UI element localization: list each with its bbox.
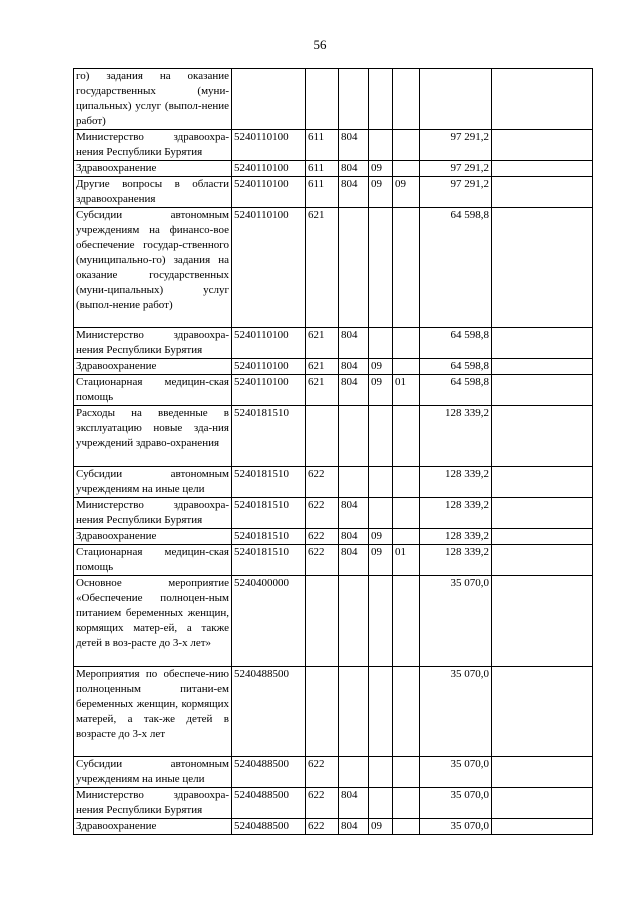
row-ministry-code-cell bbox=[339, 576, 369, 667]
row-target-article-cell: 5240110100 bbox=[232, 161, 306, 177]
row-empty-cell bbox=[492, 130, 593, 161]
row-amount-cell bbox=[420, 69, 492, 130]
row-empty-cell bbox=[492, 576, 593, 667]
table-body bbox=[74, 69, 593, 835]
row-ministry-code-cell: 804 bbox=[339, 328, 369, 359]
row-name-cell: Субсидии автономным учреждениям на иные цели bbox=[74, 467, 232, 498]
row-expense-type-cell bbox=[306, 576, 339, 667]
row-target-article-cell: 5240400000 bbox=[232, 576, 306, 667]
row-ministry-code-cell: 804 bbox=[339, 788, 369, 819]
row-section-cell bbox=[369, 328, 393, 359]
row-amount-cell: 97 291,2 bbox=[420, 130, 492, 161]
row-target-article-cell: 5240181510 bbox=[232, 406, 306, 467]
row-ministry-code-cell bbox=[339, 208, 369, 328]
row-amount-cell: 97 291,2 bbox=[420, 177, 492, 208]
row-expense-type-cell: 622 bbox=[306, 819, 339, 835]
table-row bbox=[74, 576, 593, 667]
row-empty-cell bbox=[492, 161, 593, 177]
row-target-article-cell: 5240181510 bbox=[232, 545, 306, 576]
page-number: 56 bbox=[313, 37, 327, 52]
row-amount-cell: 35 070,0 bbox=[420, 788, 492, 819]
row-subsection-cell bbox=[393, 819, 420, 835]
row-section-cell: 09 bbox=[369, 529, 393, 545]
row-ministry-code-cell: 804 bbox=[339, 375, 369, 406]
table-row bbox=[74, 130, 593, 161]
table-row bbox=[74, 161, 593, 177]
row-section-cell: 09 bbox=[369, 375, 393, 406]
table-row bbox=[74, 667, 593, 757]
row-target-article-cell: 5240488500 bbox=[232, 788, 306, 819]
row-name-cell: Министерство здравоохра-нения Республики Бурятия bbox=[74, 498, 232, 529]
row-name-cell: Мероприятия по обеспече-нию полноценным питани-ем беременных женщин, кормящих матерей, а так-же детей в возрасте до 3-х лет bbox=[74, 667, 232, 757]
row-empty-cell bbox=[492, 498, 593, 529]
row-empty-cell bbox=[492, 69, 593, 130]
row-subsection-cell bbox=[393, 467, 420, 498]
row-target-article-cell: 5240110100 bbox=[232, 130, 306, 161]
row-amount-cell: 128 339,2 bbox=[420, 406, 492, 467]
row-subsection-cell bbox=[393, 757, 420, 788]
row-target-article-cell: 5240110100 bbox=[232, 328, 306, 359]
row-name-cell: Министерство здравоохра-нения Республики Бурятия bbox=[74, 328, 232, 359]
row-empty-cell bbox=[492, 545, 593, 576]
row-section-cell bbox=[369, 576, 393, 667]
table-row bbox=[74, 328, 593, 359]
row-ministry-code-cell: 804 bbox=[339, 498, 369, 529]
row-empty-cell bbox=[492, 819, 593, 835]
table-row bbox=[74, 177, 593, 208]
row-section-cell bbox=[369, 69, 393, 130]
row-amount-cell: 97 291,2 bbox=[420, 161, 492, 177]
row-section-cell: 09 bbox=[369, 359, 393, 375]
row-expense-type-cell: 611 bbox=[306, 161, 339, 177]
row-empty-cell bbox=[492, 788, 593, 819]
row-name-cell: Здравоохранение bbox=[74, 359, 232, 375]
row-ministry-code-cell: 804 bbox=[339, 359, 369, 375]
row-subsection-cell bbox=[393, 406, 420, 467]
row-ministry-code-cell: 804 bbox=[339, 545, 369, 576]
row-ministry-code-cell bbox=[339, 467, 369, 498]
row-expense-type-cell bbox=[306, 406, 339, 467]
row-ministry-code-cell bbox=[339, 69, 369, 130]
row-amount-cell: 128 339,2 bbox=[420, 467, 492, 498]
row-target-article-cell: 5240488500 bbox=[232, 667, 306, 757]
row-subsection-cell bbox=[393, 130, 420, 161]
table-row bbox=[74, 69, 593, 130]
row-expense-type-cell: 622 bbox=[306, 788, 339, 819]
row-subsection-cell bbox=[393, 69, 420, 130]
row-name-cell: го) задания на оказание государственных (муни-ципальных) услуг (выпол-нение работ) bbox=[74, 69, 232, 130]
row-subsection-cell bbox=[393, 328, 420, 359]
row-section-cell bbox=[369, 667, 393, 757]
row-ministry-code-cell bbox=[339, 667, 369, 757]
row-subsection-cell bbox=[393, 667, 420, 757]
row-target-article-cell: 5240488500 bbox=[232, 757, 306, 788]
row-subsection-cell bbox=[393, 359, 420, 375]
row-section-cell bbox=[369, 788, 393, 819]
row-amount-cell: 64 598,8 bbox=[420, 375, 492, 406]
row-expense-type-cell: 611 bbox=[306, 130, 339, 161]
row-amount-cell: 128 339,2 bbox=[420, 529, 492, 545]
table-row bbox=[74, 467, 593, 498]
row-subsection-cell bbox=[393, 576, 420, 667]
row-section-cell bbox=[369, 130, 393, 161]
row-expense-type-cell: 622 bbox=[306, 498, 339, 529]
row-target-article-cell: 5240181510 bbox=[232, 529, 306, 545]
row-target-article-cell: 5240181510 bbox=[232, 498, 306, 529]
row-target-article-cell: 5240110100 bbox=[232, 375, 306, 406]
row-amount-cell: 128 339,2 bbox=[420, 498, 492, 529]
table-row bbox=[74, 788, 593, 819]
row-target-article-cell bbox=[232, 69, 306, 130]
row-expense-type-cell: 611 bbox=[306, 177, 339, 208]
row-subsection-cell bbox=[393, 529, 420, 545]
row-empty-cell bbox=[492, 208, 593, 328]
row-target-article-cell: 5240488500 bbox=[232, 819, 306, 835]
row-amount-cell: 35 070,0 bbox=[420, 576, 492, 667]
row-empty-cell bbox=[492, 757, 593, 788]
row-expense-type-cell: 621 bbox=[306, 328, 339, 359]
row-section-cell bbox=[369, 406, 393, 467]
table-row bbox=[74, 498, 593, 529]
row-section-cell: 09 bbox=[369, 819, 393, 835]
row-ministry-code-cell: 804 bbox=[339, 130, 369, 161]
row-subsection-cell bbox=[393, 788, 420, 819]
row-name-cell: Основное мероприятие «Обеспечение полноцен-ным питанием беременных женщин, кормящих матер-ей, а также детей в воз-расте до 3-х лет» bbox=[74, 576, 232, 667]
table-row bbox=[74, 406, 593, 467]
row-name-cell: Стационарная медицин-ская помощь bbox=[74, 545, 232, 576]
row-subsection-cell: 01 bbox=[393, 545, 420, 576]
row-empty-cell bbox=[492, 529, 593, 545]
row-expense-type-cell: 621 bbox=[306, 208, 339, 328]
row-ministry-code-cell bbox=[339, 406, 369, 467]
row-expense-type-cell: 621 bbox=[306, 359, 339, 375]
row-name-cell: Здравоохранение bbox=[74, 819, 232, 835]
row-name-cell: Субсидии автономным учреждениям на финансо-вое обеспечение государ-ственного (муниципально-го) задания на оказание государственных (муни-ципальных) услуг (выпол-нение работ) bbox=[74, 208, 232, 328]
row-ministry-code-cell: 804 bbox=[339, 819, 369, 835]
row-subsection-cell: 01 bbox=[393, 375, 420, 406]
row-ministry-code-cell: 804 bbox=[339, 161, 369, 177]
row-amount-cell: 35 070,0 bbox=[420, 667, 492, 757]
row-name-cell: Здравоохранение bbox=[74, 161, 232, 177]
row-section-cell bbox=[369, 467, 393, 498]
row-expense-type-cell: 622 bbox=[306, 529, 339, 545]
row-subsection-cell bbox=[393, 208, 420, 328]
row-target-article-cell: 5240110100 bbox=[232, 177, 306, 208]
row-amount-cell: 128 339,2 bbox=[420, 545, 492, 576]
row-section-cell: 09 bbox=[369, 161, 393, 177]
table-row bbox=[74, 375, 593, 406]
row-subsection-cell bbox=[393, 498, 420, 529]
row-expense-type-cell: 622 bbox=[306, 467, 339, 498]
row-expense-type-cell bbox=[306, 667, 339, 757]
row-empty-cell bbox=[492, 328, 593, 359]
table-row bbox=[74, 819, 593, 835]
row-ministry-code-cell bbox=[339, 757, 369, 788]
row-amount-cell: 64 598,8 bbox=[420, 359, 492, 375]
row-amount-cell: 64 598,8 bbox=[420, 208, 492, 328]
row-empty-cell bbox=[492, 467, 593, 498]
row-amount-cell: 35 070,0 bbox=[420, 819, 492, 835]
row-expense-type-cell: 621 bbox=[306, 375, 339, 406]
row-section-cell bbox=[369, 498, 393, 529]
row-target-article-cell: 5240110100 bbox=[232, 359, 306, 375]
row-subsection-cell: 09 bbox=[393, 177, 420, 208]
row-name-cell: Расходы на введенные в эксплуатацию новые зда-ния учреждений здраво-охранения bbox=[74, 406, 232, 467]
budget-table bbox=[73, 68, 593, 835]
row-empty-cell bbox=[492, 177, 593, 208]
row-empty-cell bbox=[492, 667, 593, 757]
row-name-cell: Субсидии автономным учреждениям на иные цели bbox=[74, 757, 232, 788]
row-subsection-cell bbox=[393, 161, 420, 177]
row-section-cell: 09 bbox=[369, 545, 393, 576]
row-amount-cell: 35 070,0 bbox=[420, 757, 492, 788]
table-row bbox=[74, 545, 593, 576]
row-name-cell: Другие вопросы в области здравоохранения bbox=[74, 177, 232, 208]
row-target-article-cell: 5240110100 bbox=[232, 208, 306, 328]
row-name-cell: Стационарная медицин-ская помощь bbox=[74, 375, 232, 406]
row-section-cell bbox=[369, 757, 393, 788]
row-expense-type-cell: 622 bbox=[306, 757, 339, 788]
row-section-cell: 09 bbox=[369, 177, 393, 208]
row-name-cell: Министерство здравоохра-нения Республики Бурятия bbox=[74, 788, 232, 819]
row-target-article-cell: 5240181510 bbox=[232, 467, 306, 498]
table-row bbox=[74, 757, 593, 788]
row-name-cell: Министерство здравоохра-нения Республики Бурятия bbox=[74, 130, 232, 161]
table-row bbox=[74, 359, 593, 375]
row-expense-type-cell bbox=[306, 69, 339, 130]
row-ministry-code-cell: 804 bbox=[339, 529, 369, 545]
row-name-cell: Здравоохранение bbox=[74, 529, 232, 545]
row-expense-type-cell: 622 bbox=[306, 545, 339, 576]
row-empty-cell bbox=[492, 375, 593, 406]
table-row bbox=[74, 208, 593, 328]
row-section-cell bbox=[369, 208, 393, 328]
row-empty-cell bbox=[492, 406, 593, 467]
table-row bbox=[74, 529, 593, 545]
row-empty-cell bbox=[492, 359, 593, 375]
row-ministry-code-cell: 804 bbox=[339, 177, 369, 208]
row-amount-cell: 64 598,8 bbox=[420, 328, 492, 359]
